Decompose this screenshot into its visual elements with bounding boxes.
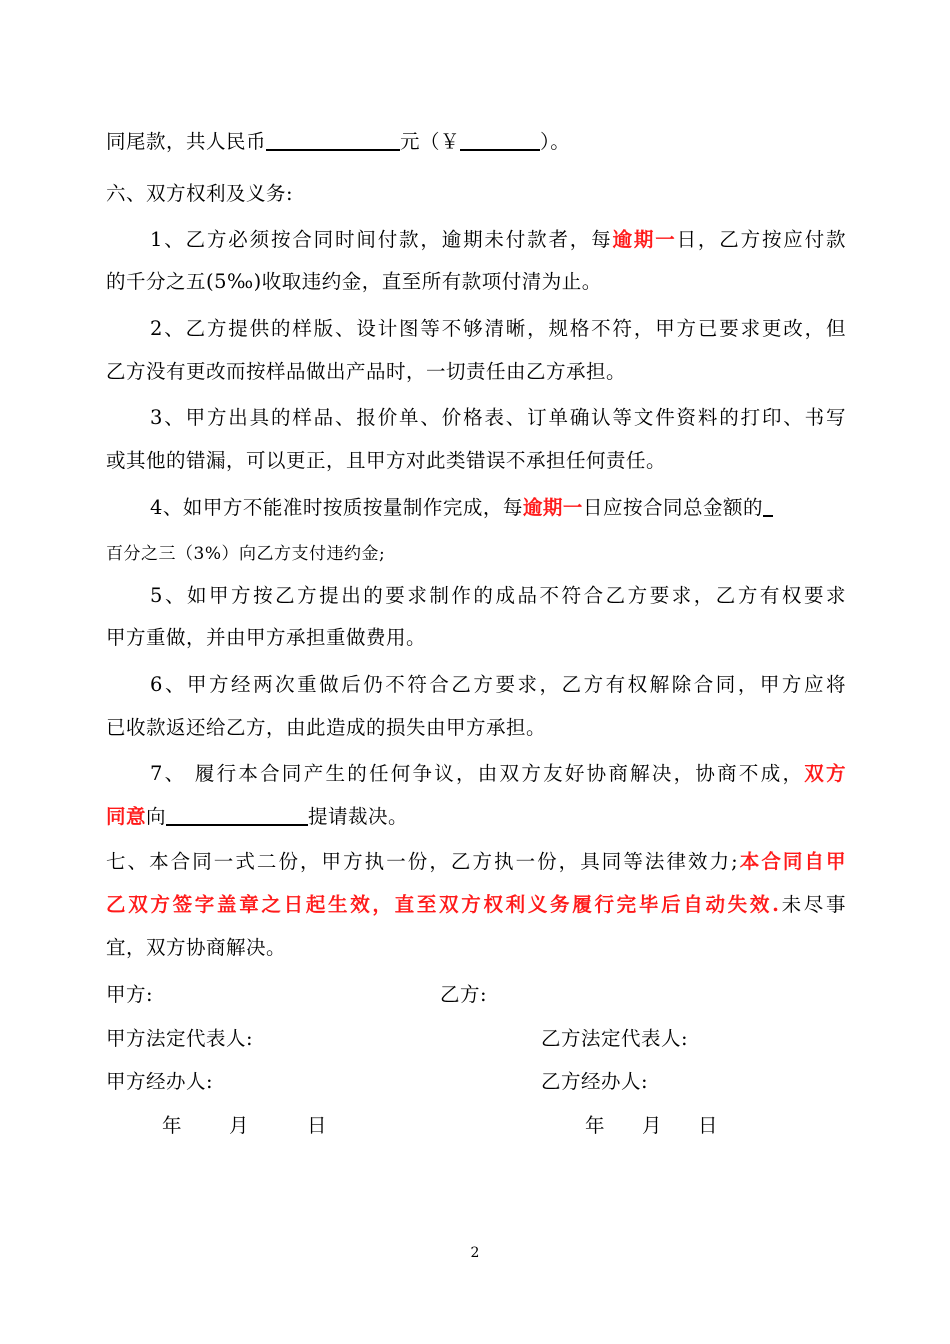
- party-a-date-year: 年: [162, 1114, 183, 1137]
- party-b-agent-label: 乙方经办人:: [541, 1070, 649, 1093]
- section-seven-line-3: 宜，双方协商解决。: [106, 936, 287, 959]
- section-six-heading: 六、双方权利及义务:: [106, 182, 294, 205]
- clause-4-blank: [763, 495, 773, 517]
- balance-line: [106, 128, 846, 156]
- yen-amount-blank: [460, 129, 540, 151]
- clause-7-text-c: 提请裁决。: [308, 805, 409, 828]
- rmb-amount-blank: [266, 129, 400, 151]
- clause-2-line-2: 乙方没有更改而按样品做出产品时，一切责任由乙方承担。: [106, 360, 627, 383]
- yuan-text: 元（￥: [400, 130, 461, 153]
- clause-4-highlight: 逾期一: [522, 496, 583, 519]
- section-seven-highlight-1: 本合同自甲: [738, 850, 846, 873]
- clause-4-line-2: 百分之三（3%）向乙方支付违约金;: [106, 544, 386, 564]
- clause-7-text-b: 向: [146, 805, 167, 828]
- party-a-rep-label: 甲方法定代表人:: [106, 1027, 254, 1050]
- clause-7-line-1: [150, 760, 846, 788]
- clause-1-text: 1、乙方必须按合同时间付款，逾期未付款者，每: [150, 228, 613, 251]
- clause-7-highlight-1: 双方: [804, 762, 846, 785]
- party-b-label: 乙方:: [440, 983, 488, 1006]
- clause-2-line-1: 2、乙方提供的样版、设计图等不够清晰，规格不符，甲方已要求更改，但: [150, 317, 846, 340]
- clause-3-line-1: 3、甲方出具的样品、报价单、价格表、订单确认等文件资料的打印、书写: [150, 406, 846, 429]
- clause-1-text-b: 日，乙方按应付款: [676, 228, 846, 251]
- clause-6-line-2: 已收款返还给乙方，由此造成的损失由甲方承担。: [106, 716, 547, 739]
- clause-6-line-1: 6、甲方经两次重做后仍不符合乙方要求，乙方有权解除合同，甲方应将: [150, 673, 846, 696]
- section-seven-text: 七、本合同一式二份，甲方执一份，乙方执一份，具同等法律效力;: [106, 850, 739, 873]
- clause-4-text-b: 日应按合同总金额的: [582, 496, 763, 519]
- clause-1-line-2: 的千分之五(5‰)收取违约金，直至所有款项付清为止。: [106, 270, 602, 293]
- clause-4-text: 4、如甲方不能准时按质按量制作完成，每: [150, 496, 523, 519]
- closing-text: ）。: [540, 130, 571, 153]
- arbitration-body-blank: [166, 804, 308, 826]
- party-a-label: 甲方:: [106, 983, 154, 1006]
- clause-7-line-2: [106, 803, 846, 831]
- clause-1-highlight: 逾期一: [612, 228, 677, 251]
- page-number: 2: [470, 1245, 480, 1261]
- party-a-agent-label: 甲方经办人:: [106, 1070, 214, 1093]
- section-seven-line-1: [106, 848, 846, 876]
- clause-5-line-1: 5、如甲方按乙方提出的要求制作的成品不符合乙方要求，乙方有权要求: [150, 584, 846, 607]
- clause-1-line-1: [150, 226, 846, 254]
- clause-5-line-2: 甲方重做，并由甲方承担重做费用。: [106, 626, 427, 649]
- clause-7-highlight-2: 同意: [106, 805, 147, 828]
- party-b-date-day: 日: [698, 1114, 719, 1137]
- section-seven-highlight-2: 乙双方签字盖章之日起生效，直至双方权利义务履行完毕后自动失效.: [106, 893, 780, 916]
- party-a-date-month: 月: [229, 1114, 250, 1137]
- clause-7-text: 7、 履行本合同产生的任何争议，由双方友好协商解决，协商不成，: [150, 762, 805, 785]
- party-b-rep-label: 乙方法定代表人:: [541, 1027, 689, 1050]
- clause-3-line-2: 或其他的错漏，可以更正，且甲方对此类错误不承担任何责任。: [106, 449, 667, 472]
- balance-text: 同尾款，共人民币: [106, 130, 267, 153]
- party-a-date-day: 日: [307, 1114, 328, 1137]
- party-b-date-month: 月: [642, 1114, 663, 1137]
- section-seven-line-2: [106, 891, 846, 919]
- party-b-date-year: 年: [585, 1114, 606, 1137]
- clause-4-line-1: [150, 494, 850, 522]
- section-seven-text-b: 未尽事: [779, 893, 846, 916]
